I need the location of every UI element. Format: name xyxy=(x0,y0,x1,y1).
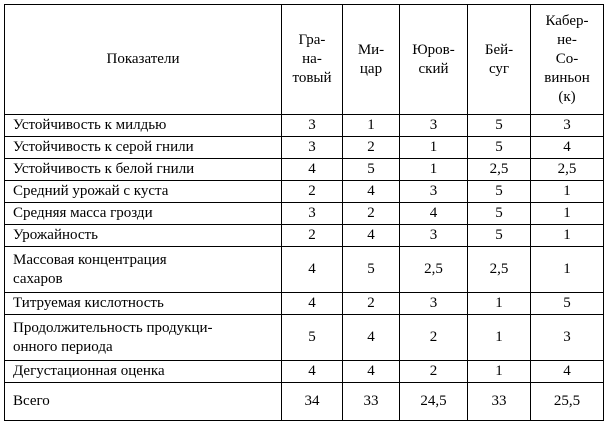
score-cell: 3 xyxy=(400,225,468,247)
row-label: Дегустационная оценка xyxy=(5,361,282,383)
score-cell: 1 xyxy=(468,361,531,383)
table-row xyxy=(5,159,604,181)
total-cell: 33 xyxy=(468,383,531,421)
table-row xyxy=(5,293,604,315)
score-cell: 1 xyxy=(531,247,604,293)
table-row xyxy=(5,115,604,137)
score-cell: 2 xyxy=(400,361,468,383)
score-cell: 1 xyxy=(531,203,604,225)
score-cell: 5 xyxy=(468,225,531,247)
table-row xyxy=(5,137,604,159)
total-cell: 34 xyxy=(282,383,343,421)
score-cell: 2,5 xyxy=(531,159,604,181)
score-cell: 1 xyxy=(343,115,400,137)
score-cell: 5 xyxy=(531,293,604,315)
score-cell: 4 xyxy=(343,225,400,247)
score-cell: 4 xyxy=(400,203,468,225)
score-cell: 2 xyxy=(400,315,468,361)
header-variety-beisug: Бей- суг xyxy=(468,5,531,115)
score-cell: 4 xyxy=(531,137,604,159)
score-cell: 1 xyxy=(531,181,604,203)
row-label: Титруемая кислотность xyxy=(5,293,282,315)
score-cell: 3 xyxy=(282,137,343,159)
table-row xyxy=(5,315,604,361)
score-cell: 3 xyxy=(282,203,343,225)
score-cell: 4 xyxy=(282,247,343,293)
score-cell: 2 xyxy=(343,293,400,315)
score-cell: 3 xyxy=(531,115,604,137)
score-cell: 5 xyxy=(468,181,531,203)
score-cell: 3 xyxy=(282,115,343,137)
score-cell: 2,5 xyxy=(400,247,468,293)
row-label: Устойчивость к милдью xyxy=(5,115,282,137)
score-cell: 3 xyxy=(400,115,468,137)
total-cell: 33 xyxy=(343,383,400,421)
varieties-scoring-table xyxy=(4,4,604,421)
row-label: Средний урожай с куста xyxy=(5,181,282,203)
row-label: Устойчивость к серой гнили xyxy=(5,137,282,159)
score-cell: 1 xyxy=(531,225,604,247)
score-cell: 3 xyxy=(531,315,604,361)
score-cell: 3 xyxy=(400,181,468,203)
row-label: Массовая концентрация сахаров xyxy=(5,247,282,293)
total-row xyxy=(5,383,604,421)
score-cell: 2 xyxy=(282,181,343,203)
score-cell: 4 xyxy=(343,181,400,203)
row-label: Устойчивость к белой гнили xyxy=(5,159,282,181)
score-cell: 1 xyxy=(400,159,468,181)
total-cell: 24,5 xyxy=(400,383,468,421)
score-cell: 2,5 xyxy=(468,247,531,293)
table-row xyxy=(5,361,604,383)
score-cell: 2 xyxy=(282,225,343,247)
score-cell: 4 xyxy=(282,293,343,315)
total-label: Всего xyxy=(5,383,282,421)
header-variety-mitsar: Ми- цар xyxy=(343,5,400,115)
score-cell: 3 xyxy=(400,293,468,315)
score-cell: 2 xyxy=(343,137,400,159)
table-row xyxy=(5,225,604,247)
score-cell: 1 xyxy=(468,293,531,315)
score-cell: 2 xyxy=(343,203,400,225)
score-cell: 4 xyxy=(282,361,343,383)
total-cell: 25,5 xyxy=(531,383,604,421)
row-label: Средняя масса грозди xyxy=(5,203,282,225)
score-cell: 2,5 xyxy=(468,159,531,181)
table-row xyxy=(5,203,604,225)
score-cell: 1 xyxy=(400,137,468,159)
score-cell: 5 xyxy=(468,115,531,137)
header-variety-cabernet-sauvignon: Кабер- не- Со- виньон (к) xyxy=(531,5,604,115)
score-cell: 1 xyxy=(468,315,531,361)
score-cell: 5 xyxy=(468,203,531,225)
score-cell: 4 xyxy=(282,159,343,181)
header-variety-yurovskii: Юров- ский xyxy=(400,5,468,115)
row-label: Продолжительность продукци- онного периода xyxy=(5,315,282,361)
score-cell: 4 xyxy=(343,361,400,383)
header-indicators: Показатели xyxy=(5,5,282,115)
score-cell: 5 xyxy=(468,137,531,159)
table-row xyxy=(5,181,604,203)
header-variety-granatovyi: Гра- на- товый xyxy=(282,5,343,115)
score-cell: 5 xyxy=(343,247,400,293)
score-cell: 5 xyxy=(343,159,400,181)
header-row xyxy=(5,5,604,115)
table-row xyxy=(5,247,604,293)
score-cell: 4 xyxy=(343,315,400,361)
score-cell: 4 xyxy=(531,361,604,383)
row-label: Урожайность xyxy=(5,225,282,247)
score-cell: 5 xyxy=(282,315,343,361)
